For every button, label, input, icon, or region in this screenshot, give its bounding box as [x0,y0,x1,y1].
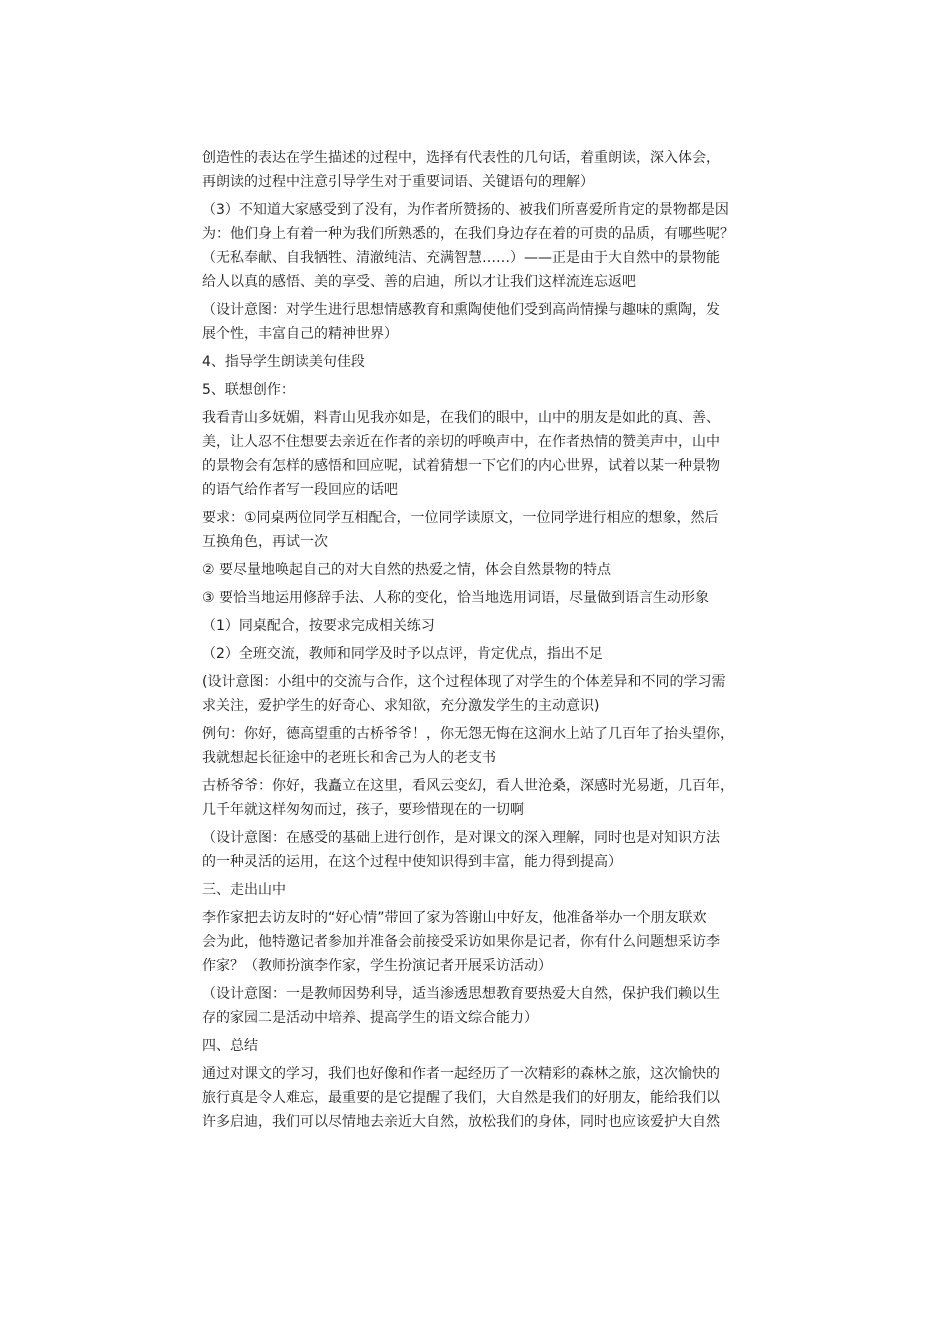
paragraph [202,774,802,822]
paragraph [202,614,802,638]
text-line: 4、指导学生朗读美句佳段 [202,354,365,370]
paragraph [202,906,802,978]
text-line: 通过对课文的学习，我们也好像和作者一起经历了一次精彩的森林之旅，这次愉快的 [202,1066,720,1082]
text-line: 5、联想创作： [202,382,295,398]
paragraph [202,558,802,582]
paragraph [202,1034,802,1058]
text-line: 几千年就这样匆匆而过，孩子，要珍惜现在的一切啊 [202,802,524,818]
paragraph [202,670,802,718]
text-line: 会为此，他特邀记者参加并准备会前接受采访如果你是记者，你有什么问题想采访李 [202,934,720,950]
text-line: 的语气给作者写一段回应的话吧 [202,482,398,498]
text-line: (设计意图：小组中的交流与合作，这个过程体现了对学生的个体差异和不同的学习需 [202,674,726,690]
text-line: 旅行真是令人难忘，最重要的是它提醒了我们，大自然是我们的好朋友，能给我们以 [202,1090,720,1106]
paragraph [202,982,802,1030]
text-line: 展个性，丰富自己的精神世界） [202,326,398,342]
text-line: （3）不知道大家感受到了没有，为作者所赞扬的、被我们所喜爱所肯定的景物都是因 [202,202,729,218]
text-line: 要求：①同桌两位同学互相配合，一位同学读原文，一位同学进行相应的想象，然后 [202,510,719,526]
paragraph [202,350,802,374]
text-line: 四、总结 [202,1038,258,1054]
paragraph [202,298,802,346]
text-line: （设计意图：在感受的基础上进行创作，是对课文的深入理解，同时也是对知识方法 [202,830,720,846]
paragraph [202,406,802,502]
text-line: （1）同桌配合，按要求完成相关练习 [202,618,435,634]
text-line: （设计意图：对学生进行思想情感教育和熏陶使他们受到高尚情操与趣味的熏陶，发 [202,302,720,318]
document-body [202,146,802,1138]
text-line: （2）全班交流，教师和同学及时予以点评，肯定优点，指出不足 [202,646,603,662]
text-line: 古桥爷爷：你好，我矗立在这里，看风云变幻，看人世沧桑，深感时光易逝，几百年， [202,778,734,794]
text-line: 我看青山多妩媚，料青山见我亦如是，在我们的眼中，山中的朋友是如此的真、善、 [202,410,720,426]
paragraph [202,506,802,554]
text-line: 存的家园二是活动中培养、提高学生的语文综合能力） [202,1010,538,1026]
text-line: 为：他们身上有着一种为我们所熟悉的，在我们身边存在着的可贵的品质，有哪些呢？ [202,226,734,242]
text-line: 互换角色，再试一次 [202,534,328,550]
text-line: 作家？（教师扮演李作家，学生扮演记者开展采访活动） [202,958,552,974]
text-line: 美，让人忍不住想要去亲近在作者的亲切的呼唤声中，在作者热情的赞美声中，山中 [202,434,720,450]
text-line: 许多启迪，我们可以尽情地去亲近大自然，放松我们的身体，同时也应该爱护大自然 [202,1114,720,1130]
paragraph [202,1062,802,1134]
text-line: ③ 要恰当地运用修辞手法、人称的变化，恰当地选用词语，尽量做到语言生动形象 [202,590,709,606]
paragraph [202,642,802,666]
paragraph [202,586,802,610]
text-line: （无私奉献、自我牺牲、清澈纯洁、充满智慧……）——正是由于大自然中的景物能 [202,250,720,266]
text-line: 的一种灵活的运用，在这个过程中使知识得到丰富，能力得到提高） [202,854,622,870]
paragraph [202,198,802,294]
text-line: 李作家把去访友时的“好心情”带回了家为答谢山中好友，他准备举办一个朋友联欢 [202,910,707,926]
paragraph [202,378,802,402]
paragraph [202,878,802,902]
paragraph [202,146,802,194]
text-line: （设计意图：一是教师因势利导，适当渗透思想教育要热爱大自然，保护我们赖以生 [202,986,720,1002]
text-line: 三、走出山中 [202,882,286,898]
text-line: 的景物会有怎样的感悟和回应呢，试着猜想一下它们的内心世界，试着以某一种景物 [202,458,720,474]
text-line: 求关注，爱护学生的好奇心、求知欲，充分激发学生的主动意识) [202,698,600,714]
text-line: 给人以真的感悟、美的享受、善的启迪，所以才让我们这样流连忘返吧 [202,274,636,290]
text-line: 创造性的表达在学生描述的过程中，选择有代表性的几句话，着重朗读，深入体会， [202,150,720,166]
paragraph [202,826,802,874]
text-line: 例句：你好，德高望重的古桥爷爷！，你无怨无悔在这涧水上站了几百年了抬头望你， [202,726,734,742]
text-line: 我就想起长征途中的老班长和舍己为人的老支书 [202,750,496,766]
text-line: 再朗读的过程中注意引导学生对于重要词语、关键语句的理解） [202,174,594,190]
text-line: ② 要尽量地唤起自己的对大自然的热爱之情，体会自然景物的特点 [202,562,611,578]
paragraph [202,722,802,770]
